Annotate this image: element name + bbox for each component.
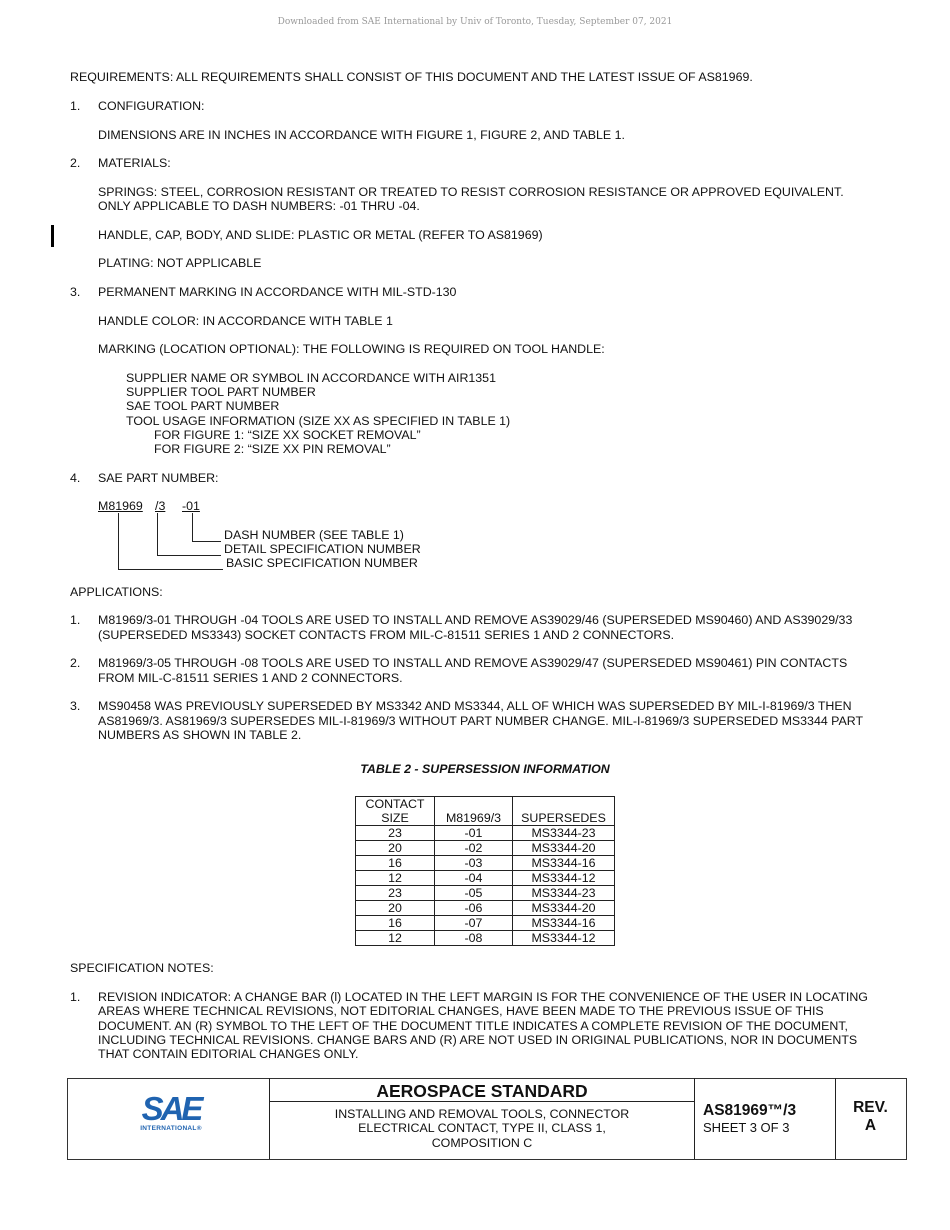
handle-color: HANDLE COLOR: IN ACCORDANCE WITH TABLE 1 [98, 314, 393, 328]
title-block-divider [694, 1078, 695, 1159]
application-number: 2. [70, 656, 81, 670]
spec-note-line: AREAS WHERE TECHNICAL REVISIONS, NOT EDITORIAL CHANGES, HAVE BEEN MADE TO THE PREVIOUS ISSUE OF THIS [98, 1004, 824, 1018]
cell-supersedes: MS3344-23 [513, 886, 615, 901]
cell-supersedes: MS3344-12 [513, 931, 615, 946]
sheet-number: SHEET 3 OF 3 [703, 1120, 790, 1135]
application-line: MS90458 WAS PREVIOUSLY SUPERSEDED BY MS3342 AND MS3344, ALL OF WHICH WAS SUPERSEDED BY MIL-I-81969/3 THEN [98, 699, 852, 713]
section-3-title: PERMANENT MARKING IN ACCORDANCE WITH MIL-STD-130 [98, 285, 457, 299]
cell-m81969: -04 [435, 871, 513, 886]
requirements-intro: REQUIREMENTS: ALL REQUIREMENTS SHALL CONSIST OF THIS DOCUMENT AND THE LATEST ISSUE OF AS81969. [70, 70, 753, 84]
pn-basic-label: BASIC SPECIFICATION NUMBER [226, 556, 418, 570]
application-line: AS81969/3. AS81969/3 SUPERSEDES MIL-I-81969/3 WITHOUT PART NUMBER CHANGE. MIL-I-81969/3 SUPERSEDED MS3344 PART [98, 714, 864, 728]
section-4-title: SAE PART NUMBER: [98, 471, 219, 485]
cell-contact-size: 20 [356, 841, 435, 856]
standard-title: AEROSPACE STANDARD [376, 1081, 588, 1101]
spec-note-line: DOCUMENT. AN (R) SYMBOL TO THE LEFT OF THE DOCUMENT TITLE INDICATES A COMPLETE REVISION OF THE DOCUMENT, [98, 1019, 848, 1033]
section-4-number: 4. [70, 471, 81, 485]
cell-supersedes: MS3344-23 [513, 826, 615, 841]
cell-contact-size: 20 [356, 901, 435, 916]
cell-supersedes: MS3344-20 [513, 841, 615, 856]
cell-contact-size: 16 [356, 856, 435, 871]
section-1-number: 1. [70, 99, 81, 113]
cell-contact-size: 12 [356, 931, 435, 946]
cell-m81969: -07 [435, 916, 513, 931]
title-block-divider [269, 1101, 694, 1102]
pn-dash-label: DASH NUMBER (SEE TABLE 1) [224, 528, 404, 542]
download-notice: Downloaded from SAE International by Univ of Toronto, Tuesday, September 07, 2021 [277, 17, 673, 27]
application-line: M81969/3-01 THROUGH -04 TOOLS ARE USED TO INSTALL AND REMOVE AS39029/46 (SUPERSEDED MS90460) AND AS39029/33 [98, 613, 853, 627]
pn-basic-leader [118, 569, 223, 570]
table-row [356, 916, 615, 931]
table-2-caption: TABLE 2 - SUPERSESSION INFORMATION [360, 762, 610, 776]
materials-plating: PLATING: NOT APPLICABLE [98, 256, 262, 270]
table-row [356, 901, 615, 916]
spec-note-line: THAT CONTAIN EDITORIAL CHANGES ONLY. [98, 1047, 359, 1061]
document-number: AS81969™/3 [703, 1102, 797, 1119]
spec-notes-title: SPECIFICATION NOTES: [70, 961, 214, 975]
supersession-table [355, 796, 615, 946]
cell-contact-size: 16 [356, 916, 435, 931]
section-2-number: 2. [70, 156, 81, 170]
header-supersedes: SUPERSEDES [513, 797, 615, 826]
cell-m81969: -08 [435, 931, 513, 946]
sae-logo-sub: INTERNATIONAL [140, 1125, 197, 1132]
sae-logo-reg: ® [196, 1125, 202, 1132]
cell-supersedes: MS3344-16 [513, 856, 615, 871]
marking-sub-item: FOR FIGURE 2: “SIZE XX PIN REMOVAL” [154, 442, 391, 456]
table-row [356, 841, 615, 856]
section-2-title: MATERIALS: [98, 156, 171, 170]
application-line: M81969/3-05 THROUGH -08 TOOLS ARE USED TO INSTALL AND REMOVE AS39029/47 (SUPERSEDED MS90461) PIN CONTACTS [98, 656, 848, 670]
cell-m81969: -01 [435, 826, 513, 841]
cell-contact-size: 12 [356, 871, 435, 886]
sae-logo-subtitle [137, 1125, 205, 1133]
cell-m81969: -05 [435, 886, 513, 901]
cell-contact-size: 23 [356, 886, 435, 901]
rev-value: A [864, 1117, 877, 1134]
rev-label: REV. [853, 1099, 888, 1116]
marking-item: SUPPLIER TOOL PART NUMBER [126, 385, 316, 399]
pn-dash-leader [192, 541, 221, 542]
header-size-line: SIZE [381, 811, 409, 825]
cell-supersedes: MS3344-12 [513, 871, 615, 886]
application-line: NUMBERS AS SHOWN IN TABLE 2. [98, 728, 302, 742]
springs-line-2: ONLY APPLICABLE TO DASH NUMBERS: -01 THRU -04. [98, 199, 420, 213]
header-contact-size [356, 797, 435, 826]
section-1-title: CONFIGURATION: [98, 99, 205, 113]
cell-supersedes: MS3344-16 [513, 916, 615, 931]
sae-logo-text: SAE [141, 1090, 201, 1127]
header-m81969: M81969/3 [435, 797, 513, 826]
marking-item: SAE TOOL PART NUMBER [126, 399, 280, 413]
sae-logo [137, 1090, 205, 1133]
pn-dash-leader [192, 513, 193, 542]
pn-detail-leader [157, 513, 158, 556]
marking-item: SUPPLIER NAME OR SYMBOL IN ACCORDANCE WITH AIR1351 [126, 371, 496, 385]
springs-line-1: SPRINGS: STEEL, CORROSION RESISTANT OR TREATED TO RESIST CORROSION RESISTANCE OR APPROVED EQUIVALENT. [98, 185, 844, 199]
application-line: FROM MIL-C-81511 SERIES 1 AND 2 CONNECTORS. [98, 671, 403, 685]
application-number: 3. [70, 699, 81, 713]
pn-dash: -01 [182, 499, 200, 513]
change-bar [51, 225, 54, 247]
application-line: (SUPERSEDED MS3343) SOCKET CONTACTS FROM MIL-C-81511 SERIES 1 AND 2 CONNECTORS. [98, 628, 675, 642]
materials-handle: HANDLE, CAP, BODY, AND SLIDE: PLASTIC OR METAL (REFER TO AS81969) [98, 228, 543, 242]
spec-note-number: 1. [70, 990, 81, 1004]
section-1-text: DIMENSIONS ARE IN INCHES IN ACCORDANCE WITH FIGURE 1, FIGURE 2, AND TABLE 1. [98, 128, 625, 142]
cell-m81969: -03 [435, 856, 513, 871]
header-contact-line: CONTACT [365, 797, 425, 811]
pn-detail-leader [157, 555, 221, 556]
applications-title: APPLICATIONS: [70, 585, 163, 599]
description-line: COMPOSITION C [431, 1136, 533, 1150]
cell-m81969: -06 [435, 901, 513, 916]
marking-intro: MARKING (LOCATION OPTIONAL): THE FOLLOWING IS REQUIRED ON TOOL HANDLE: [98, 342, 605, 356]
marking-sub-item: FOR FIGURE 1: “SIZE XX SOCKET REMOVAL” [154, 428, 421, 442]
description-line: INSTALLING AND REMOVAL TOOLS, CONNECTOR [334, 1107, 630, 1121]
spec-note-line: INCLUDING TECHNICAL REVISIONS. CHANGE BARS AND (R) ARE NOT USED IN ORIGINAL PUBLICATIONS, NOR IN DOCUMENTS [98, 1033, 858, 1047]
cell-supersedes: MS3344-20 [513, 901, 615, 916]
section-3-number: 3. [70, 285, 81, 299]
pn-basic: M81969 [98, 499, 143, 513]
table-header-row [356, 797, 615, 826]
spec-note-line: REVISION INDICATOR: A CHANGE BAR (l) LOCATED IN THE LEFT MARGIN IS FOR THE CONVENIENCE OF THE USER IN LOCATING [98, 990, 868, 1004]
pn-detail: /3 [155, 499, 166, 513]
pn-basic-leader [118, 513, 119, 570]
application-number: 1. [70, 613, 81, 627]
cell-m81969: -02 [435, 841, 513, 856]
marking-item: TOOL USAGE INFORMATION (SIZE XX AS SPECIFIED IN TABLE 1) [126, 414, 511, 428]
table-row [356, 871, 615, 886]
table-row [356, 826, 615, 841]
table-row [356, 931, 615, 946]
cell-contact-size: 23 [356, 826, 435, 841]
table-row [356, 856, 615, 871]
description-line: ELECTRICAL CONTACT, TYPE II, CLASS 1, [358, 1121, 606, 1135]
pn-detail-label: DETAIL SPECIFICATION NUMBER [224, 542, 421, 556]
table-row [356, 886, 615, 901]
